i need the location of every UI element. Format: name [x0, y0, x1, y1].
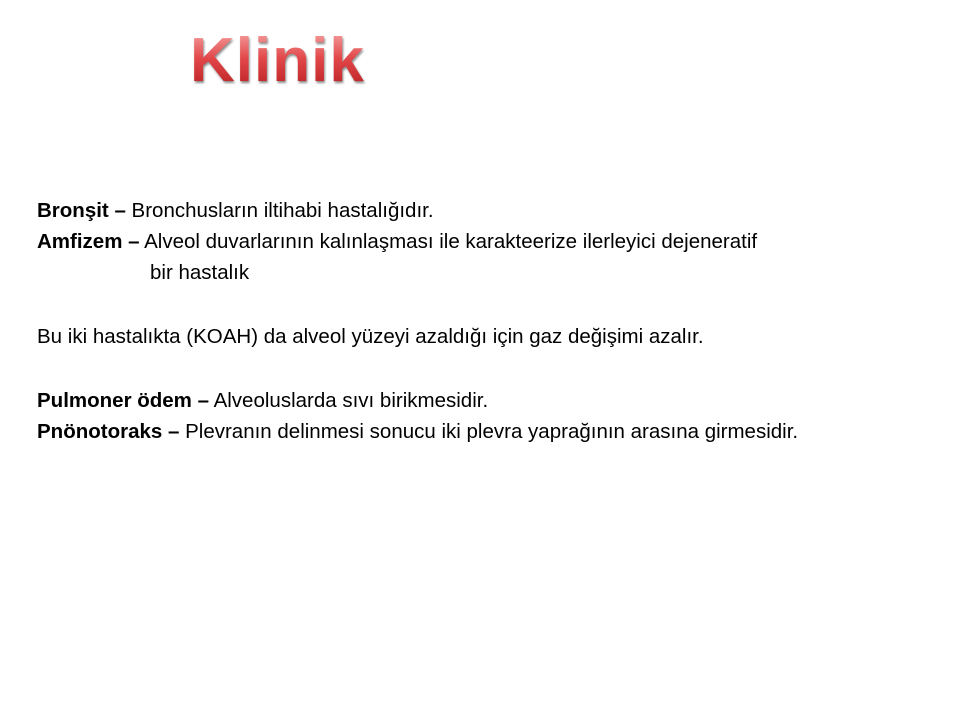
definition-text-pulmoner-odem: Alveoluslarda sıvı birikmesidir. [209, 389, 489, 412]
definition-amfizem [37, 226, 937, 257]
definition-text-amfizem: Alveol duvarlarının kalınlaşması ile karakteerize ilerleyici dejeneratif [139, 230, 758, 253]
definition-text-bronsit: Bronchusların iltihabi hastalığıdır. [125, 199, 434, 222]
definition-amfizem-continuation: bir hastalık [150, 261, 250, 284]
slide-body [37, 195, 937, 447]
definition-bronsit [37, 195, 937, 226]
spacer [37, 352, 937, 385]
term-pnonotoraks: Pnönotoraks – [37, 420, 180, 443]
spacer [37, 288, 937, 321]
term-amfizem: Amfizem – [37, 230, 140, 253]
definition-pulmoner-odem [37, 385, 937, 416]
term-bronsit: Bronşit – [37, 199, 126, 222]
term-pulmoner-odem: Pulmoner ödem – [37, 389, 210, 412]
definition-text-pnonotoraks: Plevranın delinmesi sonucu iki plevra yaprağının arasına girmesidir. [179, 420, 799, 443]
definition-pnonotoraks [37, 416, 937, 447]
slide-title: Klinik [190, 26, 365, 95]
koah-note: Bu iki hastalıkta (KOAH) da alveol yüzeyi azaldığı için gaz değişimi azalır. [37, 325, 704, 348]
